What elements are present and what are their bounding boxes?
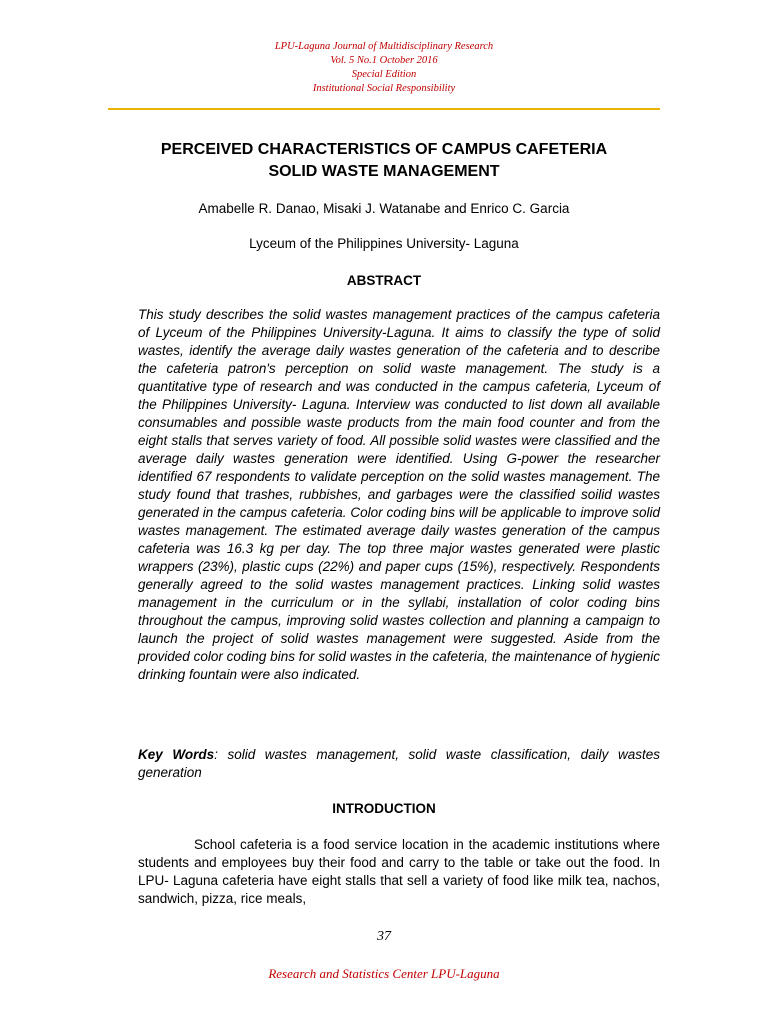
keywords-text: : solid wastes management, solid waste classification, daily wastes generation <box>138 747 660 780</box>
journal-volume: Vol. 5 No.1 October 2016 <box>330 55 438 66</box>
keywords-label: Key Words <box>138 747 215 762</box>
abstract-text: This study describes the solid wastes management practices of the campus cafeteria of Lyceum of the Philippines University-Laguna. It aims to classify the type of solid wastes, identify the average daily wastes generation of the cafeteria and to describe the cafeteria patron's perception on solid waste management. The study is a quantitative type of research and was conducted in the campus cafeteria, Lyceum of the Philippines University- Laguna. Interview was conducted to list down all available consumables and possible waste products from the main food counter and from the eight stalls that serves variety of food. All possible solid wastes were classified and the average daily wastes generation were identified. Using G-power the researcher identified 67 respondents to validate perception on the solid wastes management. The study found that trashes, rubbishes, and garbages were the classified soilid wastes generated in the campus cafeteria. Color coding bins will be applicable to improve solid wastes management. The estimated average daily wastes generation of the campus cafeteria was 16.3 kg per day. The top three major wastes generated were plastic wrappers (23%), plastic cups (22%) and paper cups (15%), respectively. Respondents generally agreed to the solid wastes management practices. Linking solid wastes management in the curriculum or in the syllabi, installation of color coding bins throughout the campus, improving solid wastes collection and planning a campaign to launch the project of solid wastes management were suggested. Aside from the provided color coding bins for solid wastes in the cafeteria, the maintenance of hygienic drinking fountain were also indicated. <box>138 307 660 682</box>
paper-authors: Amabelle R. Danao, Misaki J. Watanabe and Enrico C. Garcia <box>198 201 570 216</box>
page-number: 37 <box>377 929 391 944</box>
paper-title-line-1: PERCEIVED CHARACTERISTICS OF CAMPUS CAFETERIA <box>160 141 608 158</box>
journal-edition: Special Edition <box>351 69 417 80</box>
journal-name: LPU-Laguna Journal of Multidisciplinary Research <box>274 41 494 52</box>
introduction-text: School cafeteria is a food service location in the academic institutions where students and employees buy their food and carry to the table or take out the food. In LPU- Laguna cafeteria have eight stalls that sell a variety of food like milk tea, nachos, sandwich, pizza, rice meals, <box>138 837 660 906</box>
journal-header <box>0 40 768 96</box>
keywords <box>138 746 660 782</box>
journal-theme: Institutional Social Responsibility <box>312 83 456 94</box>
page-footer: Research and Statistics Center LPU-Laguna <box>268 966 500 981</box>
abstract-heading: ABSTRACT <box>346 273 422 288</box>
introduction-heading: INTRODUCTION <box>332 801 436 816</box>
header-divider <box>108 108 660 110</box>
paper-affiliation: Lyceum of the Philippines University- Laguna <box>249 236 519 251</box>
paper-title <box>100 139 668 183</box>
paper-title-line-2: SOLID WASTE MANAGEMENT <box>268 163 500 180</box>
